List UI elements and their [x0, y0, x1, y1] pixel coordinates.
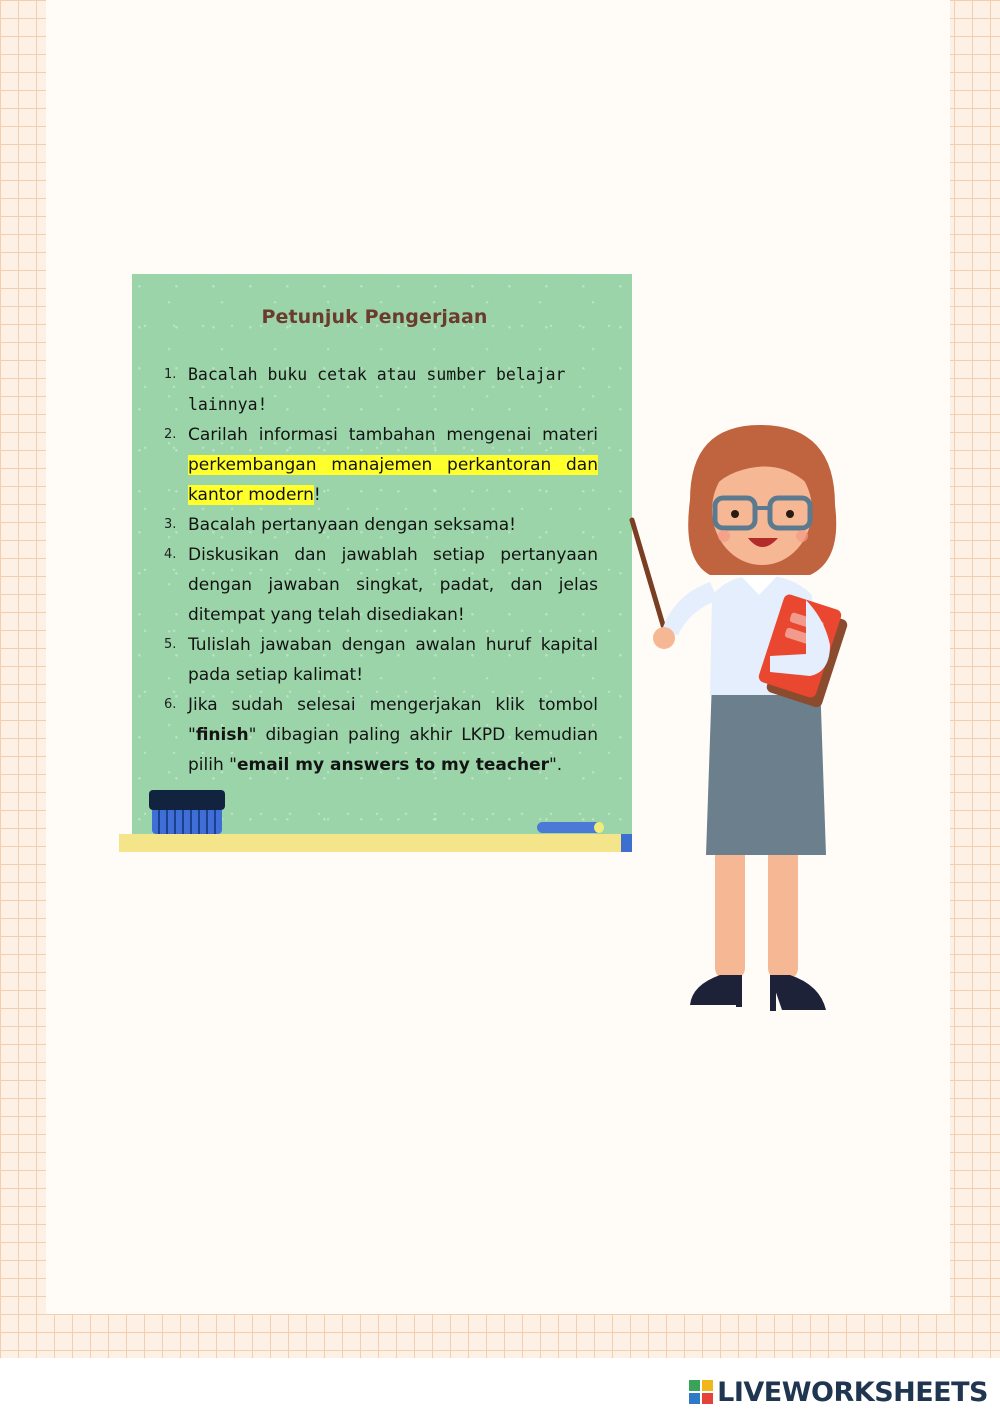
eraser-handle [149, 790, 225, 810]
item-number: 4. [164, 547, 177, 562]
item-text: Carilah informasi tambahan mengenai materi [188, 425, 598, 445]
instruction-item [162, 690, 598, 780]
item-number: 6. [164, 697, 177, 712]
item-text: Bacalah buku cetak atau sumber belajar lainnya! [188, 365, 566, 414]
instruction-item [162, 540, 598, 630]
item-number: 1. [164, 367, 177, 382]
chalkboard [132, 274, 632, 836]
liveworksheets-logo-icon [689, 1380, 713, 1404]
instruction-list [162, 360, 598, 780]
item-text-end: ". [548, 755, 563, 775]
item-number: 2. [164, 427, 177, 442]
chalk-tip [594, 822, 604, 833]
item-text: Diskusikan dan jawablah setiap pertanyaan dengan jawaban singkat, padat, dan jelas ditempat yang telah disediakan! [188, 545, 598, 625]
instruction-item [162, 630, 598, 690]
item-text: Tulislah jawaban dengan awalan huruf kapital pada setiap kalimat! [188, 635, 598, 685]
item-text-mid: " dibagian paling akhir LKPD kemudian pilih " [188, 725, 598, 775]
footer-logo [689, 1374, 988, 1410]
highlighted-topic: perkembangan manajemen perkantoran dan kantor modern [188, 455, 598, 505]
item-number: 5. [164, 637, 177, 652]
item-text: Jika sudah selesai mengerjakan klik tombol " [188, 695, 598, 745]
eraser-icon [152, 810, 222, 834]
email-keyword: email my answers to my teacher [236, 755, 549, 775]
instruction-item [162, 360, 598, 420]
instruction-item [162, 510, 598, 540]
instruction-item [162, 420, 598, 510]
chalk-ledge [119, 834, 621, 852]
item-text-end: ! [313, 485, 321, 505]
item-number: 3. [164, 517, 177, 532]
teacher-icon [620, 410, 850, 1030]
finish-keyword: finish [195, 725, 249, 745]
board-title: Petunjuk Pengerjaan [261, 306, 488, 328]
logo-text: LIVEWORKSHEETS [717, 1376, 988, 1408]
item-text: Bacalah pertanyaan dengan seksama! [188, 515, 516, 535]
